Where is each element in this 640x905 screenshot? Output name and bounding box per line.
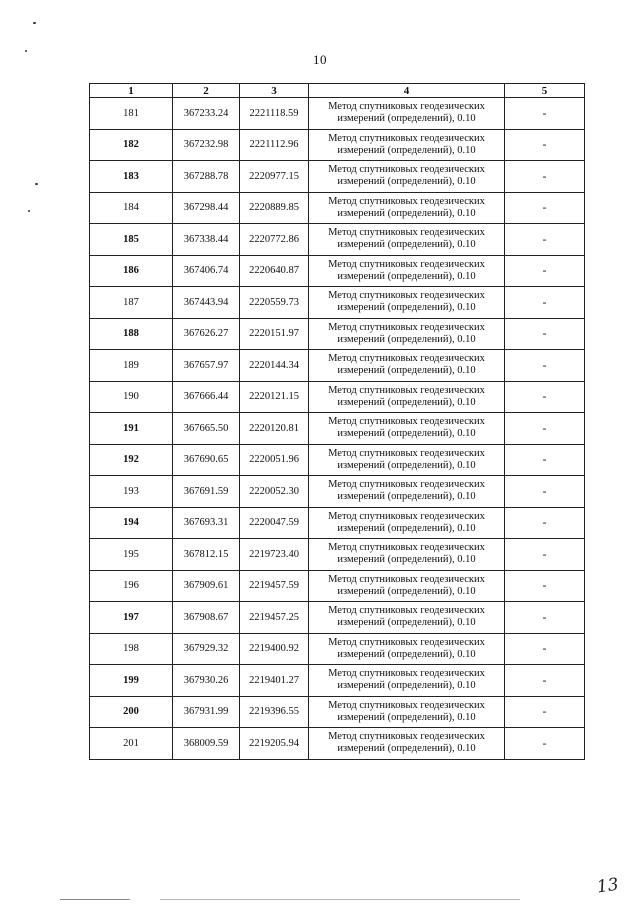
scan-speck bbox=[33, 22, 36, 24]
method-line: измерений (определений), 0.10 bbox=[337, 113, 476, 125]
column-header: 3 bbox=[240, 84, 309, 98]
x-coordinate: 367930.26 bbox=[173, 665, 240, 697]
method-line: Метод спутниковых геодезических bbox=[328, 605, 485, 617]
method-cell bbox=[309, 507, 505, 539]
table-row bbox=[90, 570, 585, 602]
handwritten-sheet-number: 13 bbox=[595, 874, 620, 898]
method-line: Метод спутниковых геодезических bbox=[328, 353, 485, 365]
y-coordinate: 2220889.85 bbox=[240, 192, 309, 224]
x-coordinate: 367288.78 bbox=[173, 161, 240, 193]
method-line: Метод спутниковых геодезических bbox=[328, 321, 485, 333]
method-line: Метод спутниковых геодезических bbox=[328, 227, 485, 239]
method-line: Метод спутниковых геодезических bbox=[328, 164, 485, 176]
method-cell bbox=[309, 287, 505, 319]
table-row bbox=[90, 287, 585, 319]
scan-speck bbox=[28, 210, 30, 212]
point-number: 194 bbox=[90, 507, 173, 539]
x-coordinate: 367693.31 bbox=[173, 507, 240, 539]
note-cell: - bbox=[505, 665, 585, 697]
method-line: измерений (определений), 0.10 bbox=[337, 396, 476, 408]
method-cell bbox=[309, 570, 505, 602]
point-number: 193 bbox=[90, 476, 173, 508]
point-number: 186 bbox=[90, 255, 173, 287]
y-coordinate: 2219396.55 bbox=[240, 696, 309, 728]
y-coordinate: 2219205.94 bbox=[240, 728, 309, 760]
x-coordinate: 367233.24 bbox=[173, 98, 240, 130]
method-line: измерений (определений), 0.10 bbox=[337, 743, 476, 755]
method-cell bbox=[309, 696, 505, 728]
note-cell: - bbox=[505, 570, 585, 602]
point-number: 182 bbox=[90, 129, 173, 161]
method-line: измерений (определений), 0.10 bbox=[337, 144, 476, 156]
y-coordinate: 2219723.40 bbox=[240, 539, 309, 571]
table-row bbox=[90, 350, 585, 382]
y-coordinate: 2219400.92 bbox=[240, 633, 309, 665]
x-coordinate: 367929.32 bbox=[173, 633, 240, 665]
method-line: измерений (определений), 0.10 bbox=[337, 680, 476, 692]
method-line: измерений (определений), 0.10 bbox=[337, 522, 476, 534]
method-cell bbox=[309, 224, 505, 256]
method-line: Метод спутниковых геодезических bbox=[328, 731, 485, 743]
x-coordinate: 367406.74 bbox=[173, 255, 240, 287]
note-cell: - bbox=[505, 413, 585, 445]
method-cell bbox=[309, 192, 505, 224]
x-coordinate: 367626.27 bbox=[173, 318, 240, 350]
table-row bbox=[90, 98, 585, 130]
table-row bbox=[90, 696, 585, 728]
x-coordinate: 367665.50 bbox=[173, 413, 240, 445]
note-cell: - bbox=[505, 350, 585, 382]
table-header-row bbox=[90, 84, 585, 98]
note-cell: - bbox=[505, 381, 585, 413]
x-coordinate: 367931.99 bbox=[173, 696, 240, 728]
method-cell bbox=[309, 444, 505, 476]
method-line: измерений (определений), 0.10 bbox=[337, 176, 476, 188]
point-number: 190 bbox=[90, 381, 173, 413]
method-line: Метод спутниковых геодезических bbox=[328, 384, 485, 396]
note-cell: - bbox=[505, 224, 585, 256]
y-coordinate: 2220052.30 bbox=[240, 476, 309, 508]
method-line: измерений (определений), 0.10 bbox=[337, 333, 476, 345]
method-line: измерений (определений), 0.10 bbox=[337, 554, 476, 566]
note-cell: - bbox=[505, 161, 585, 193]
note-cell: - bbox=[505, 287, 585, 319]
y-coordinate: 2220977.15 bbox=[240, 161, 309, 193]
method-line: Метод спутниковых геодезических bbox=[328, 447, 485, 459]
table-row bbox=[90, 507, 585, 539]
y-coordinate: 2220559.73 bbox=[240, 287, 309, 319]
method-cell bbox=[309, 350, 505, 382]
x-coordinate: 367666.44 bbox=[173, 381, 240, 413]
y-coordinate: 2219457.59 bbox=[240, 570, 309, 602]
method-cell bbox=[309, 728, 505, 760]
y-coordinate: 2220772.86 bbox=[240, 224, 309, 256]
method-line: измерений (определений), 0.10 bbox=[337, 239, 476, 251]
table-row bbox=[90, 318, 585, 350]
table-row bbox=[90, 602, 585, 634]
page-number: 10 bbox=[313, 52, 327, 67]
table-row bbox=[90, 381, 585, 413]
method-cell bbox=[309, 255, 505, 287]
note-cell: - bbox=[505, 255, 585, 287]
y-coordinate: 2221112.96 bbox=[240, 129, 309, 161]
column-header: 5 bbox=[505, 84, 585, 98]
method-cell bbox=[309, 413, 505, 445]
method-line: измерений (определений), 0.10 bbox=[337, 365, 476, 377]
note-cell: - bbox=[505, 633, 585, 665]
table-row bbox=[90, 413, 585, 445]
y-coordinate: 2220144.34 bbox=[240, 350, 309, 382]
table-body bbox=[90, 98, 585, 760]
table-row bbox=[90, 255, 585, 287]
note-cell: - bbox=[505, 539, 585, 571]
note-cell: - bbox=[505, 728, 585, 760]
method-line: Метод спутниковых геодезических bbox=[328, 573, 485, 585]
scan-edge-line bbox=[160, 899, 520, 900]
x-coordinate: 367908.67 bbox=[173, 602, 240, 634]
note-cell: - bbox=[505, 444, 585, 476]
method-line: Метод спутниковых геодезических bbox=[328, 416, 485, 428]
column-header: 2 bbox=[173, 84, 240, 98]
method-line: Метод спутниковых геодезических bbox=[328, 132, 485, 144]
point-number: 184 bbox=[90, 192, 173, 224]
method-line: измерений (определений), 0.10 bbox=[337, 648, 476, 660]
point-number: 198 bbox=[90, 633, 173, 665]
point-number: 187 bbox=[90, 287, 173, 319]
table-row bbox=[90, 665, 585, 697]
scan-speck bbox=[35, 183, 38, 185]
table-row bbox=[90, 539, 585, 571]
method-cell bbox=[309, 665, 505, 697]
note-cell: - bbox=[505, 98, 585, 130]
point-number: 181 bbox=[90, 98, 173, 130]
x-coordinate: 367657.97 bbox=[173, 350, 240, 382]
method-line: Метод спутниковых геодезических bbox=[328, 542, 485, 554]
method-line: измерений (определений), 0.10 bbox=[337, 617, 476, 629]
point-number: 192 bbox=[90, 444, 173, 476]
y-coordinate: 2220047.59 bbox=[240, 507, 309, 539]
x-coordinate: 367812.15 bbox=[173, 539, 240, 571]
table-row bbox=[90, 633, 585, 665]
method-line: Метод спутниковых геодезических bbox=[328, 290, 485, 302]
method-line: измерений (определений), 0.10 bbox=[337, 585, 476, 597]
point-number: 200 bbox=[90, 696, 173, 728]
method-line: Метод спутниковых геодезических bbox=[328, 510, 485, 522]
method-cell bbox=[309, 381, 505, 413]
method-line: измерений (определений), 0.10 bbox=[337, 207, 476, 219]
method-cell bbox=[309, 602, 505, 634]
table-row bbox=[90, 728, 585, 760]
method-cell bbox=[309, 633, 505, 665]
point-number: 199 bbox=[90, 665, 173, 697]
x-coordinate: 367691.59 bbox=[173, 476, 240, 508]
method-cell bbox=[309, 161, 505, 193]
y-coordinate: 2221118.59 bbox=[240, 98, 309, 130]
y-coordinate: 2219401.27 bbox=[240, 665, 309, 697]
method-line: измерений (определений), 0.10 bbox=[337, 270, 476, 282]
x-coordinate: 368009.59 bbox=[173, 728, 240, 760]
note-cell: - bbox=[505, 507, 585, 539]
method-line: Метод спутниковых геодезических bbox=[328, 636, 485, 648]
table-row bbox=[90, 129, 585, 161]
point-number: 196 bbox=[90, 570, 173, 602]
scan-edge-line bbox=[60, 899, 130, 900]
y-coordinate: 2220120.81 bbox=[240, 413, 309, 445]
coordinates-table bbox=[89, 83, 585, 760]
point-number: 197 bbox=[90, 602, 173, 634]
table-row bbox=[90, 224, 585, 256]
note-cell: - bbox=[505, 318, 585, 350]
table-row bbox=[90, 444, 585, 476]
y-coordinate: 2220640.87 bbox=[240, 255, 309, 287]
x-coordinate: 367232.98 bbox=[173, 129, 240, 161]
method-line: Метод спутниковых геодезических bbox=[328, 101, 485, 113]
note-cell: - bbox=[505, 192, 585, 224]
x-coordinate: 367298.44 bbox=[173, 192, 240, 224]
point-number: 185 bbox=[90, 224, 173, 256]
method-line: Метод спутниковых геодезических bbox=[328, 668, 485, 680]
method-line: Метод спутниковых геодезических bbox=[328, 699, 485, 711]
note-cell: - bbox=[505, 602, 585, 634]
method-line: измерений (определений), 0.10 bbox=[337, 459, 476, 471]
y-coordinate: 2219457.25 bbox=[240, 602, 309, 634]
point-number: 201 bbox=[90, 728, 173, 760]
y-coordinate: 2220121.15 bbox=[240, 381, 309, 413]
method-cell bbox=[309, 476, 505, 508]
method-cell bbox=[309, 318, 505, 350]
x-coordinate: 367338.44 bbox=[173, 224, 240, 256]
point-number: 189 bbox=[90, 350, 173, 382]
method-cell bbox=[309, 129, 505, 161]
note-cell: - bbox=[505, 696, 585, 728]
note-cell: - bbox=[505, 476, 585, 508]
method-line: измерений (определений), 0.10 bbox=[337, 491, 476, 503]
point-number: 188 bbox=[90, 318, 173, 350]
note-cell: - bbox=[505, 129, 585, 161]
point-number: 191 bbox=[90, 413, 173, 445]
y-coordinate: 2220151.97 bbox=[240, 318, 309, 350]
y-coordinate: 2220051.96 bbox=[240, 444, 309, 476]
table-row bbox=[90, 476, 585, 508]
method-line: измерений (определений), 0.10 bbox=[337, 302, 476, 314]
method-cell bbox=[309, 539, 505, 571]
table-row bbox=[90, 161, 585, 193]
point-number: 195 bbox=[90, 539, 173, 571]
x-coordinate: 367443.94 bbox=[173, 287, 240, 319]
method-cell bbox=[309, 98, 505, 130]
column-header: 1 bbox=[90, 84, 173, 98]
column-header: 4 bbox=[309, 84, 505, 98]
method-line: измерений (определений), 0.10 bbox=[337, 711, 476, 723]
table-row bbox=[90, 192, 585, 224]
x-coordinate: 367909.61 bbox=[173, 570, 240, 602]
method-line: Метод спутниковых геодезических bbox=[328, 195, 485, 207]
method-line: измерений (определений), 0.10 bbox=[337, 428, 476, 440]
point-number: 183 bbox=[90, 161, 173, 193]
method-line: Метод спутниковых геодезических bbox=[328, 479, 485, 491]
method-line: Метод спутниковых геодезических bbox=[328, 258, 485, 270]
x-coordinate: 367690.65 bbox=[173, 444, 240, 476]
